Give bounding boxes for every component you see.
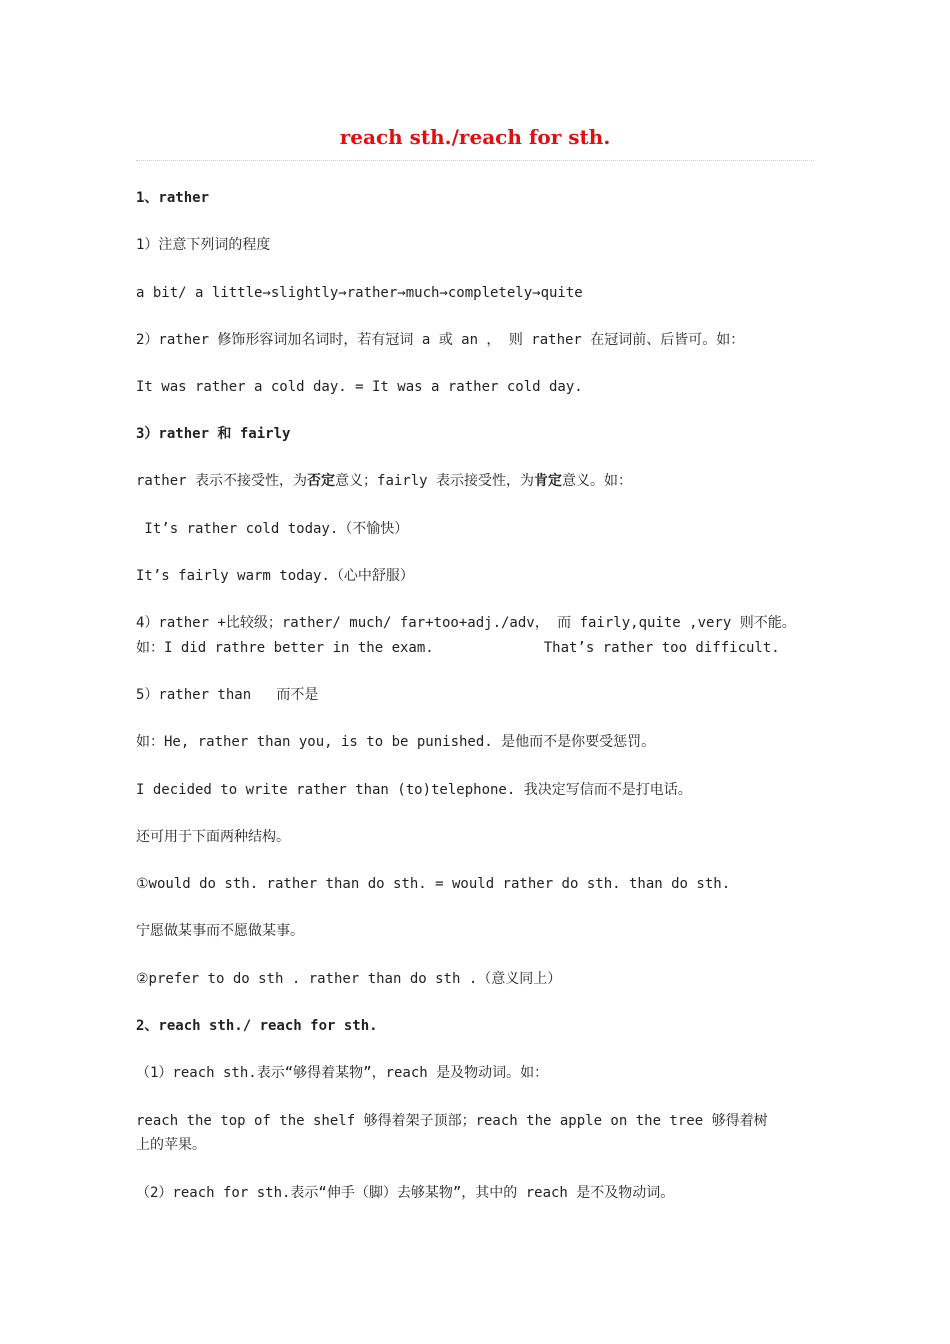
- example-sentence: 如：I did rathre better in the exam.: [136, 640, 434, 656]
- paragraph: 宁愿做某事而不愿做某事。: [136, 923, 304, 939]
- subheading: 3）rather 和 fairly: [136, 426, 291, 442]
- example-sentence: 如：He, rather than you, is to be punished. 是他而不是你要受惩罚。: [136, 734, 656, 750]
- paragraph: （1）reach sth.表示“够得着某物”，reach 是及物动词。如：: [136, 1065, 549, 1081]
- text-run: 意义；fairly 表示接受性，为: [335, 473, 535, 489]
- paragraph: （2）reach for sth.表示“伸手（脚）去够某物”，其中的 reach 是不及物动词。: [136, 1185, 675, 1201]
- example-sentence: 上的苹果。: [136, 1137, 206, 1153]
- example-line: [136, 636, 816, 660]
- text-run: 意义。如：: [562, 473, 633, 489]
- emphasis: 否定: [307, 473, 336, 489]
- paragraph: 4）rather +比较级；rather/ much/ far+too+adj./adv， 而 fairly,quite ,very 则不能。: [136, 615, 796, 631]
- structure-line: ①would do sth. rather than do sth. = would rather do sth. than do sth.: [136, 876, 731, 892]
- section-heading-rather: 1、rather: [136, 190, 210, 206]
- paragraph: [136, 469, 816, 493]
- paragraph: a bit/ a little→slightly→rather→much→completely→quite: [136, 285, 583, 301]
- example-sentence: It’s rather cold today.（不愉快）: [136, 521, 409, 537]
- structure-line: ②prefer to do sth . rather than do sth .（意义同上）: [136, 971, 562, 987]
- paragraph: 还可用于下面两种结构。: [136, 829, 290, 845]
- example-sentence: It was rather a cold day. = It was a rather cold day.: [136, 379, 583, 395]
- text-run: rather 表示不接受性，为: [136, 473, 308, 489]
- example-sentence: reach the top of the shelf 够得着架子顶部；reach the apple on the tree 够得着树: [136, 1113, 768, 1129]
- emphasis: 肯定: [534, 473, 563, 489]
- title-divider: [136, 160, 814, 161]
- paragraph: 1）注意下列词的程度: [136, 237, 271, 253]
- example-sentence: It’s fairly warm today.（心中舒服）: [136, 568, 414, 584]
- page-title: reach sth./reach for sth.: [339, 125, 611, 149]
- section-heading-reach: 2、reach sth./ reach for sth.: [136, 1018, 378, 1034]
- subheading: 5）rather than 而不是: [136, 687, 319, 703]
- example-sentence: I decided to write rather than (to)telephone. 我决定写信而不是打电话。: [136, 782, 692, 798]
- example-sentence: That’s rather too difficult.: [543, 640, 780, 656]
- paragraph: 2）rather 修饰形容词加名词时，若有冠词 a 或 an ， 则 rather 在冠词前、后皆可。如：: [136, 332, 745, 348]
